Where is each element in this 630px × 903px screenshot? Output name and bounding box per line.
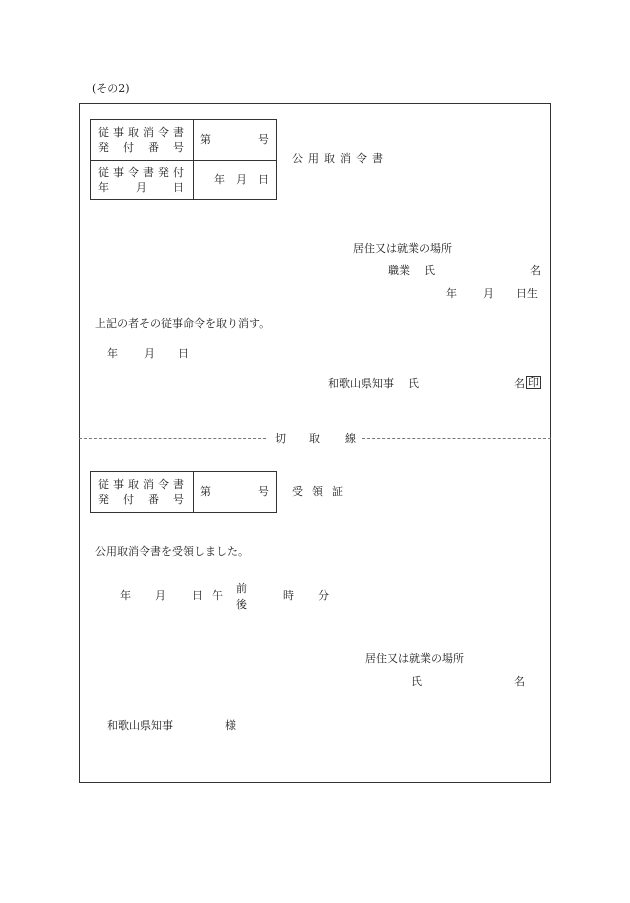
label-char: 発 (98, 141, 109, 154)
ampm-am: 前 (236, 582, 247, 595)
cut-line-char: 取 (309, 432, 320, 445)
date-char: 日 (258, 173, 269, 186)
name-label-mei: 名 (530, 264, 541, 277)
cancel-statement: 上記の者その従事命令を取り消す。 (95, 317, 271, 330)
label-char: 番 (148, 141, 159, 154)
issue-date-label-cell (91, 161, 194, 200)
label-char: 取 (128, 478, 139, 491)
receipt-number-box (90, 471, 277, 513)
receipt-hour: 時 (283, 589, 294, 602)
residence-label: 居住又は就業の場所 (353, 242, 452, 255)
label-char: 事 (113, 166, 124, 179)
issuer-name-mei: 名 (514, 377, 525, 390)
label-char: 消 (143, 126, 154, 139)
label-char: 従 (98, 166, 109, 179)
birth-month: 月 (483, 287, 494, 300)
label-char: 発 (158, 166, 169, 179)
cancel-number-value-cell (194, 120, 277, 161)
label-char: 令 (128, 166, 139, 179)
issue-date-value-cell (194, 161, 277, 200)
label-char: 発 (98, 493, 109, 506)
receipt-number-label-cell (91, 472, 194, 513)
label-char: 番 (148, 493, 159, 506)
label-char: 年 (98, 181, 109, 194)
occupation-label: 職業 (388, 264, 410, 277)
recipient-name-shi: 氏 (411, 675, 422, 688)
receipt-title: 受領証 (292, 485, 352, 498)
cut-line-char: 切 (275, 432, 286, 445)
ampm-pm: 後 (236, 598, 247, 611)
label-char: 書 (173, 478, 184, 491)
label-char: 号 (173, 141, 184, 154)
cut-line-left (79, 438, 266, 439)
label-char: 号 (173, 493, 184, 506)
label-char: 月 (136, 181, 147, 194)
label-char: 事 (113, 126, 124, 139)
label-char: 取 (128, 126, 139, 139)
birth-year: 年 (446, 287, 457, 300)
label-char: 事 (113, 478, 124, 491)
receipt-year: 年 (120, 589, 131, 602)
number-prefix: 第 (200, 485, 211, 498)
date-day: 日 (178, 347, 189, 360)
label-char: 令 (158, 126, 169, 139)
cancel-number-label-cell (91, 120, 194, 161)
addressee-title: 和歌山県知事 (107, 719, 173, 732)
date-char: 年 (214, 173, 225, 186)
label-char: 書 (143, 166, 154, 179)
recipient-name-mei: 名 (514, 675, 525, 688)
receipt-minute: 分 (318, 589, 329, 602)
label-char: 従 (98, 478, 109, 491)
label-char: 令 (158, 478, 169, 491)
date-char: 月 (236, 173, 247, 186)
honorific: 様 (225, 719, 236, 732)
cut-line-char: 線 (345, 432, 356, 445)
number-suffix: 号 (258, 485, 269, 498)
ampm-prefix: 午 (212, 589, 223, 602)
recipient-residence-label: 居住又は就業の場所 (365, 652, 464, 665)
cancel-order-number-box (90, 119, 277, 200)
birth-day: 日生 (516, 287, 538, 300)
seal-mark: 印 (528, 376, 539, 389)
cut-line-right (362, 438, 551, 439)
label-char: 消 (143, 478, 154, 491)
date-month: 月 (144, 347, 155, 360)
label-char: 書 (173, 126, 184, 139)
number-prefix: 第 (200, 133, 211, 146)
label-char: 付 (123, 493, 134, 506)
date-year: 年 (107, 347, 118, 360)
issuer-title: 和歌山県知事 (328, 377, 394, 390)
receipt-day: 日 (192, 589, 203, 602)
receipt-month: 月 (155, 589, 166, 602)
name-label-shi: 氏 (424, 264, 435, 277)
label-char: 従 (98, 126, 109, 139)
document-title: 公用取消令書 (292, 152, 388, 165)
label-char: 付 (123, 141, 134, 154)
part-label: (その2) (92, 82, 130, 95)
label-char: 日 (173, 181, 184, 194)
number-suffix: 号 (258, 133, 269, 146)
label-char: 付 (173, 166, 184, 179)
issuer-name-shi: 氏 (408, 377, 419, 390)
receipt-statement: 公用取消令書を受領しました。 (95, 545, 249, 558)
receipt-number-value-cell (194, 472, 277, 513)
